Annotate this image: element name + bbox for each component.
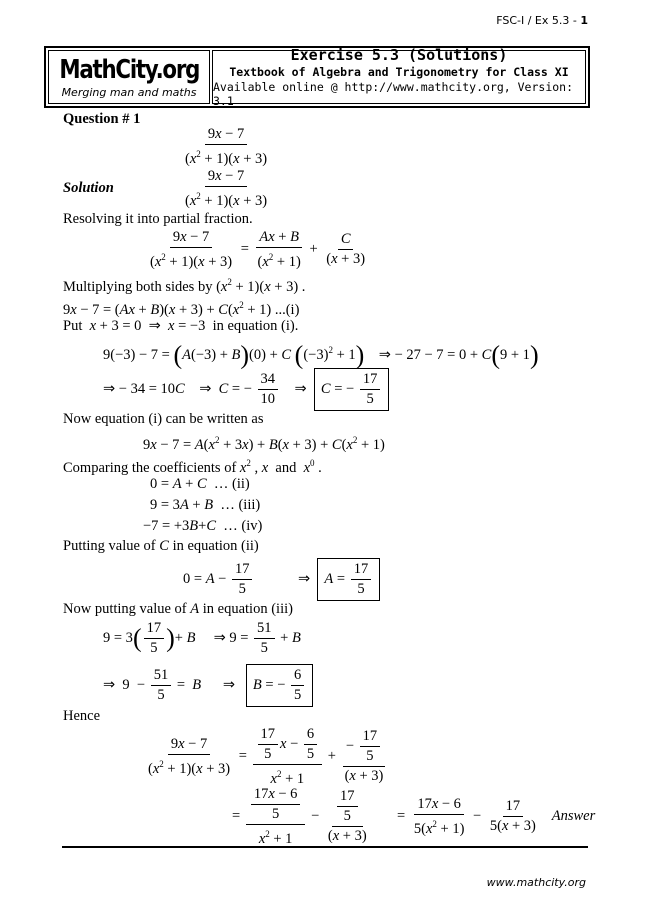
textbook-title: Textbook of Algebra and Trigonometry for Class XI (229, 65, 569, 79)
answer-label: Answer (551, 808, 596, 825)
multiplying-line: Multiplying both sides by $(x^2 + 1)(x + 3)$ . (63, 277, 306, 295)
solution-expression: $\frac{9x - 7}{(x^2 + 1)(x + 3)}$ (185, 168, 268, 209)
substitution-line: 9(−3) − 7 = (A(−3) + B)(0) + C $((-3)^2 + 1)$ ⇒ − 27 − 7 = 0 + C(9 + 1) (103, 340, 539, 370)
question-expression: $\frac{9x - 7}{(x^2 + 1)(x + 3)}$ (185, 126, 268, 167)
site-logo: MathCity.org (59, 54, 199, 85)
c-result-box: C = − $\frac{17}{5}$ (314, 368, 389, 411)
question-heading: Question # 1 (63, 111, 141, 127)
a-result-box: A = $\frac{17}{5}$ (317, 558, 380, 601)
logo-box (48, 50, 210, 104)
tagline: Merging man and maths (61, 85, 197, 99)
availability-note: Available online @ http://www.mathcity.org, Version: 3.1 (213, 80, 574, 108)
final-equation-line2: = $\frac{\frac{17x - 6}{5}}{x^2 + 1}$ − $\frac{\frac{17}{5}}{(x + 3)}$ = $\frac{17x - 6}{5(x^2 + 1)}$ − $\frac{17}{5(x + 3)}$ Answer (232, 786, 596, 847)
now-equation-text: Now equation (i) can be written as (63, 411, 264, 427)
final-equation-line1: $\frac{9x - 7}{(x^2 + 1)(x + 3)}$ = $\frac{17}{5}$ x − $\frac{6}{5}$ $x^2 + 1$ + − $\frac{17}{5}$ (x + 3) (148, 726, 384, 787)
equation-iii: 9 = 3A + B … (iii) (150, 497, 261, 513)
c-value-line: ⇒ − 34 = 10C ⇒ C = − $\frac{34}{10}$ ⇒ C = − $\frac{17}{5}$ (103, 368, 389, 411)
hence-text: Hence (63, 708, 101, 724)
expanded-equation: $9x - 7 = A(x^2 + 3x) + B(x + 3) + C(x^2 + 1)$ (143, 435, 385, 453)
resolving-text: Resolving it into partial fraction. (63, 211, 253, 227)
equation-ii: 0 = A + C … (ii) (150, 476, 250, 492)
a-value-line: 0 = A − $\frac{17}{5}$ ⇒ A = $\frac{17}{5}$ (183, 558, 380, 601)
page-number: 1 (580, 14, 588, 27)
title-banner (44, 46, 590, 108)
exercise-title: Exercise 5.3 (Solutions) (290, 46, 508, 64)
b-result-box: B = − $\frac{6}{5}$ (246, 664, 313, 707)
solution-label: Solution (63, 180, 114, 196)
b-value-line: ⇒ 9 − $\frac{51}{5}$ = B ⇒ B = − $\frac{6}{5}$ (103, 664, 313, 707)
comparing-line: Comparing the coefficients of $x^2$ , x and $x^0$ . (63, 458, 322, 476)
title-box (212, 46, 586, 108)
footer-url: www.mathcity.org (486, 876, 586, 889)
put-line: Put x + 3 = 0 ⇒ x = −3 in equation (i). (63, 318, 299, 334)
page-header: FSC-I / Ex 5.3 - 1 (496, 14, 588, 27)
now-putting-a-text: Now putting value of A in equation (iii) (63, 601, 293, 617)
partial-fraction-equation: $\frac{9x - 7}{(x^2 + 1)(x + 3)}$ = $\frac{Ax + B}{(x^2 + 1)}$ + $\frac{C}{(x + 3)}$ (150, 229, 366, 270)
equation-i: $9x - 7 = (Ax + B)(x + 3) + C(x^2 + 1)$ ...(i) (63, 300, 300, 318)
equation-iv: −7 = +3B+C … (iv) (143, 518, 263, 534)
footer-rule (62, 846, 588, 848)
b-substitution-line: 9 = 3( $\frac{17}{5}$ )+ B ⇒ 9 = $\frac{51}{5}$ + B (103, 620, 301, 656)
putting-c-text: Putting value of C in equation (ii) (63, 538, 259, 554)
